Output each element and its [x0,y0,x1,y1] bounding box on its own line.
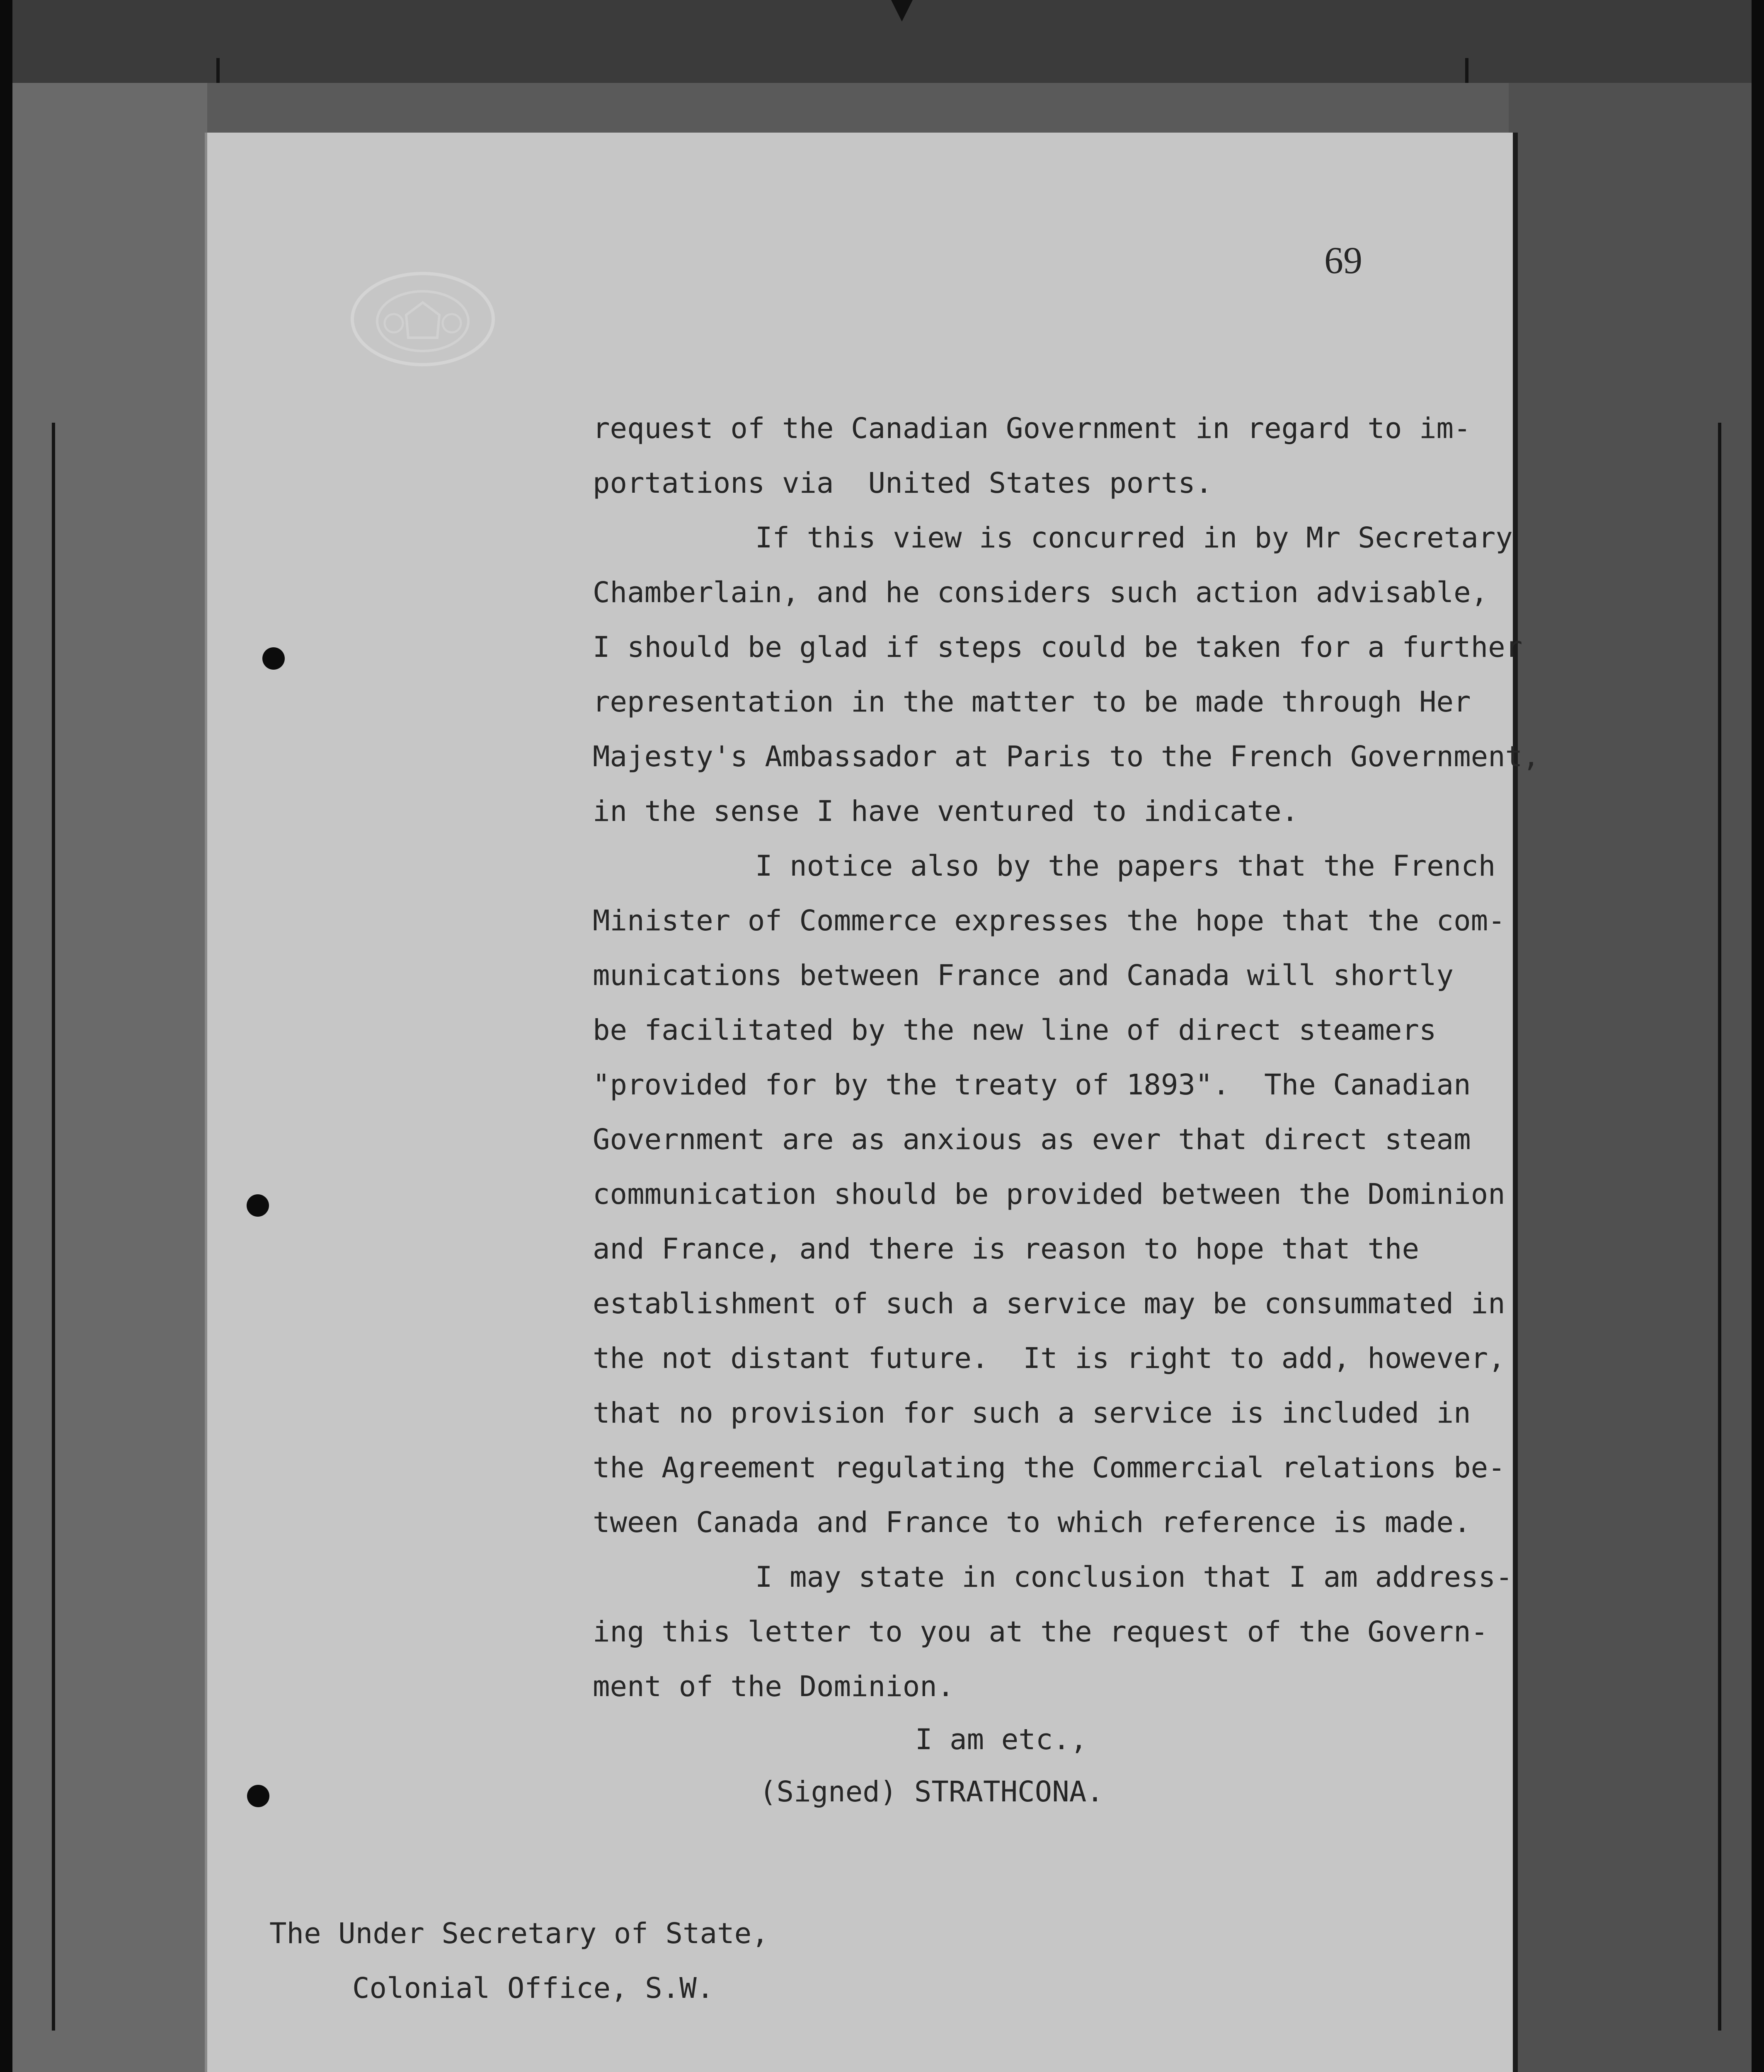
body-line: and France, and there is reason to hope that the [593,1232,1419,1266]
body-line: the Agreement regulating the Commercial relations be- [593,1451,1505,1484]
body-line: Minister of Commerce expresses the hope that the com- [593,904,1505,937]
body-line: I should be glad if steps could be taken for a further [593,631,1523,664]
addressee-line: Colonial Office, S.W. [352,1972,714,2005]
body-line: representation in the matter to be made through Her [593,685,1471,719]
body-line: I may state in conclusion that I am address- [755,1561,1513,1594]
body-line: that no provision for such a service is included in [593,1397,1471,1430]
punch-hole-icon [262,647,285,670]
body-line: the not distant future. It is right to add, however, [593,1342,1505,1375]
body-line: in the sense I have ventured to indicate. [593,795,1299,828]
frame-left-rule [52,423,55,2031]
body-line: portations via United States ports. [593,467,1213,500]
body-line: I notice also by the papers that the French [755,850,1496,883]
body-line: Government are as anxious as ever that direct steam [593,1123,1471,1156]
frame-right-rule [1718,423,1721,2031]
frame-notch [891,0,913,22]
frame-right-band [1509,83,1752,2072]
body-line: ment of the Dominion. [593,1670,955,1703]
body-line: tween Canada and France to which reference is made. [593,1506,1471,1539]
body-line: If this view is concurred in by Mr Secretary [755,521,1513,554]
punch-hole-icon [247,1785,269,1807]
page-number: 69 [1324,239,1362,281]
frame-top-band [12,0,1752,83]
body-line: request of the Canadian Government in regard to im- [593,412,1471,445]
frame-tick-mark [216,58,220,83]
addressee-line: The Under Secretary of State, [269,1917,769,1950]
body-line: "provided for by the treaty of 1893". The Canadian [593,1068,1471,1101]
body-line: communication should be provided between the Dominion [593,1178,1505,1211]
frame-tick-mark [1465,58,1468,83]
body-line: ing this letter to you at the request of the Govern- [593,1615,1488,1648]
body-line: Majesty's Ambassador at Paris to the French Government, [593,740,1540,773]
frame-left-band [12,83,207,2072]
body-line: munications between France and Canada will shortly [593,959,1454,992]
body-line: establishment of such a service may be consummated in [593,1287,1505,1320]
body-line: Chamberlain, and he considers such action advisable, [593,576,1488,609]
body-line: be facilitated by the new line of direct steamers [593,1014,1437,1047]
signature-line: (Signed) STRATHCONA. [759,1775,1104,1808]
punch-hole-icon [247,1194,269,1217]
closing-line: I am etc., [915,1723,1088,1756]
embossed-seal-icon [344,265,502,373]
